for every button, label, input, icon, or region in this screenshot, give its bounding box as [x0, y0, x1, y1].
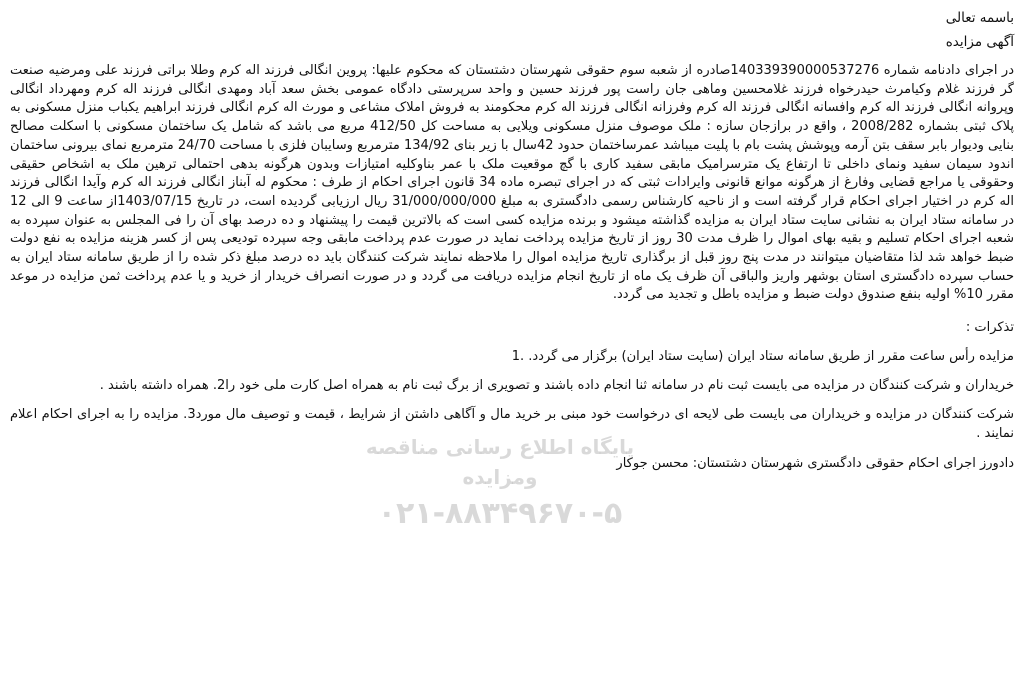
invocation-heading: باسمه تعالی: [945, 10, 1014, 26]
notice-title: آگهی مزایده: [945, 34, 1014, 50]
watermark-title: پایگاه اطلاع رسانی مناقصه ومزایده: [365, 435, 635, 489]
signature-line: دادورز اجرای احکام حقوقی دادگستری شهرستان دشتستان: محسن جوکار: [616, 456, 1014, 472]
watermark-phone: ۰۲۱-۸۸۳۴۹۶۷۰-۵: [377, 496, 623, 531]
note-item-2: خریداران و شرکت کنندگان در مزایده می بایست ثبت نام در سامانه ثنا انجام داده باشند و تصویری از برگ ثبت نام به همراه اصل کارت ملی خود را2. همراه داشته باشند .: [99, 378, 1014, 394]
note-item-1: مزایده رأس ساعت مقرر از طریق سامانه ستاد ایران (سایت ستاد ایران) برگزار می گردد. .1: [511, 349, 1014, 365]
notice-body-paragraph: در اجرای دادنامه شماره 140339390000537276صادره از شعبه سوم حقوقی شهرستان دشتستان که محکوم علیها: پروین انگالی فرزند اله کرم وطلا براتی فرزند علی ومرضیه صنعت گر فرزند غلام وکیامرث حیدرخواه فرزند غلامحسین وماهی جان راست پور فرزند حسین و واحد سرپرستی دادگاه عمومی بخش سعد آباد ومهدی انگالی فرزند اله کرم ومهرداد انگالی وپروانه انگالی فرزند اله کرم وافسانه انگالی فرزند اله کرم وفرزانه انگالی فرزند اله کرم محکومند به فروش املاک مشاعی و مورث اله کرم انگالی فرزند ابراهیم یکباب منزل مسکونی به پلاک ثبتی بشماره 2008/282 ، واقع در برازجان سازه : ملک موصوف منزل مسکونی ویلایی به مساحت کل 412/50 مربع می باشد که شامل یک ساختمان مسکونی با اسکلت مصالح بنایی ودیوار بابر سقف بتن آرمه وپوشش پشت بام با پلیت میباشد عمرساختمان حدود 42سال با زیر بنای 134/92 مترمربع وسایبان فلزی با مساحت 24/70 مترمربع نمای بیرونی ساختمان اندود سیمان سفید ونمای داخلی تا ارتفاع یک مترسرامیک مابقی سفید کاری با گچ موقعیت ملک با عمر بناوکلیه امتیازات وبدون هرگونه بدهی احتمالی ترهین ملک به اشخاص حقیقی وحقوقی یا مراجع قضایی وفارغ از هرگونه موانع قانونی وایرادات ثبتی که در اجرای تبصره ماده 34 قانون اجرای احکام از طرف : محکوم له آبناز انگالی فرزند اله کرم وآیدا انگالی فرزند اله کرم در اختیار اجرای احکام قرار گرفته است و از ناحیه کارشناس رسمی دادگستری به مبلغ 31/000/000/000 ریال ارزیابی گردیده است، در تاریخ 1403/07/15از ساعت 9 الی 12 در سامانه ستاد ایران به نشانی سایت ستاد ایران به مزایده گذاشته میشود و برنده مزایده کسی است که بالاترین قیمت را پیشنهاد و ده درصد بهای آن را فی المجلس به عنوان سپرده به شعبه اجرای احکام تسلیم و بقیه بهای اموال را ظرف مدت 30 روز از تاریخ مزایده پرداخت نماید در صورت عدم پرداخت مابقی وجه سپرده تودیعی پس از کسر هزینه مزایده به نفع دولت ضبط خواهد شد لذا متقاضیان میتوانند در مدت پنج روز قبل از برگذاری تاریخ مزایده اموال را ملاحظه نمایند شرکت کنندگان باید ده درصد مبلغ ذکر شده را از طریق سامانه ستاد ایران به حساب سپرده دادگستری استان بوشهر واریز والباقی آن ظرف یک ماه از تاریخ انجام مزایده دریافت می گردد و در صورت انصراف خریدار از خرید و یا عدم پرداخت ثمن مزایده در موعد مقرر 10% اولیه بنفع صندوق دولت ضبط و مزایده باطل و تجدید می گردد.: [10, 63, 1015, 303]
notes-title: تذکرات :: [965, 320, 1014, 336]
note-item-3: شرکت کنندگان در مزایده و خریداران می بایست طی لایحه ای درخواست خود مبنی بر خرید مال و آگاهی داشتن از شرایط ، قیمت و توصیف مال مورد3. مزایده را به اجرای احکام اعلام نمایند .: [10, 407, 1014, 442]
